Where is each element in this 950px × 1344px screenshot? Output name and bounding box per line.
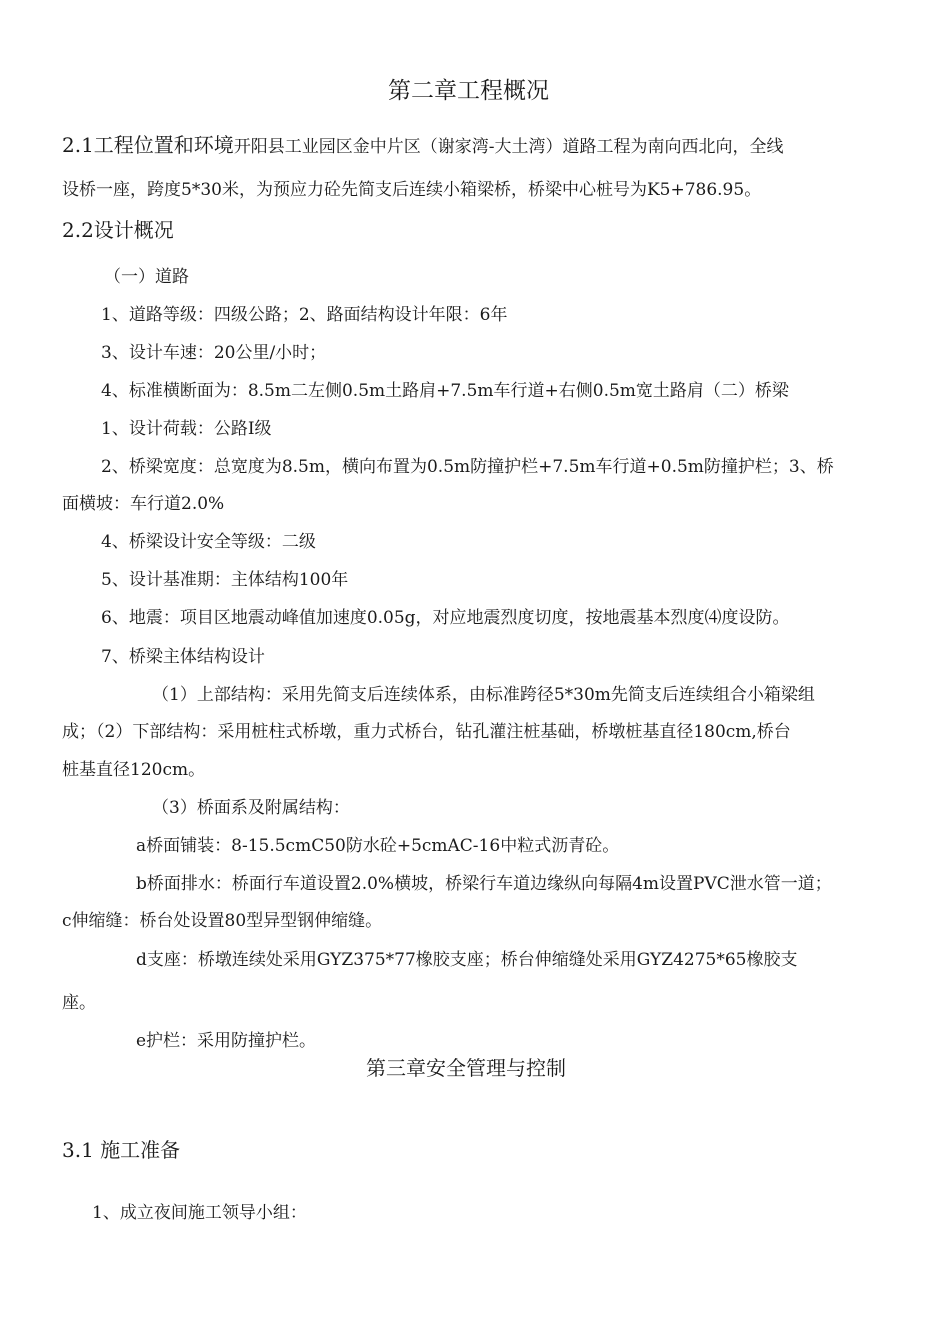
bridge-item-2: 2、桥梁宽度：总宽度为8.5m，横向布置为0.5m防撞护栏+7.5m车行道+0.5m防撞护栏；3、桥 xyxy=(101,457,834,477)
deck-item-a: a桥面铺装：8-15.5cmC50防水砼+5cmAC-16中粒式沥青砼。 xyxy=(136,836,620,856)
chapter3-title: 第三章安全管理与控制 xyxy=(366,1056,566,1080)
section-2-1-paragraph xyxy=(62,133,784,159)
section-3-1-heading: 3.1 施工准备 xyxy=(62,1138,181,1162)
structure-item-1-cont: 成；（2）下部结构：采用桩柱式桥墩，重力式桥台，钻孔灌注桩基础，桥墩桩基直径180cm,桥台 xyxy=(62,722,791,742)
road-item-3: 3、设计车速：20公里/小时； xyxy=(101,343,327,363)
bridge-item-7: 7、桥梁主体结构设计 xyxy=(101,647,265,667)
section-2-1-text: 开阳县工业园区金中片区（谢家湾-大土湾）道路工程为南向西北向，全线 xyxy=(233,137,784,157)
bridge-item-6: 6、地震：项目区地震动峰值加速度0.05g，对应地震烈度切度，按地震基本烈度⑷度设防。 xyxy=(101,608,790,628)
structure-item-1-end: 桩基直径120cm。 xyxy=(62,760,206,780)
road-item-1: 1、道路等级：四级公路；2、路面结构设计年限：6年 xyxy=(101,305,508,325)
deck-item-d-cont: 座。 xyxy=(62,993,96,1013)
section-2-1-text-cont: 设桥一座，跨度5*30米，为预应力砼先简支后连续小箱梁桥，桥梁中心桩号为K5+786.95。 xyxy=(62,180,762,200)
structure-item-1: （1）上部结构：采用先简支后连续体系，由标准跨径5*30m先简支后连续组合小箱梁组 xyxy=(152,685,815,705)
section-2-2-heading: 2.2设计概况 xyxy=(62,218,174,242)
chapter2-title: 第二章工程概况 xyxy=(388,78,549,104)
prep-item-1: 1、成立夜间施工领导小组： xyxy=(92,1203,307,1223)
section-2-1-heading: 2.1工程位置和环境 xyxy=(62,133,234,157)
bridge-item-1: 1、设计荷载：公路Ⅰ级 xyxy=(101,419,272,439)
bridge-item-5: 5、设计基准期：主体结构100年 xyxy=(101,570,349,590)
deck-item-e: e护栏：采用防撞护栏。 xyxy=(136,1031,317,1051)
deck-item-b: b桥面排水：桥面行车道设置2.0%横坡，桥梁行车道边缘纵向每隔4m设置PVC泄水管一道； xyxy=(136,874,832,894)
deck-item-d: d支座：桥墩连续处采用GYZ375*77橡胶支座；桥台伸缩缝处采用GYZ4275*65橡胶支 xyxy=(136,950,798,970)
deck-item-c: c伸缩缝：桥台处设置80型异型钢伸缩缝。 xyxy=(62,911,383,931)
road-item-4: 4、标准横断面为：8.5m二左侧0.5m土路肩+7.5m车行道+右侧0.5m宽土路肩（二）桥梁 xyxy=(101,381,789,401)
bridge-item-4: 4、桥梁设计安全等级：二级 xyxy=(101,532,316,552)
structure-item-3: （3）桥面系及附属结构： xyxy=(152,798,350,818)
bridge-item-2-cont: 面横坡：车行道2.0% xyxy=(62,494,225,514)
road-subheading: （一）道路 xyxy=(104,267,189,287)
